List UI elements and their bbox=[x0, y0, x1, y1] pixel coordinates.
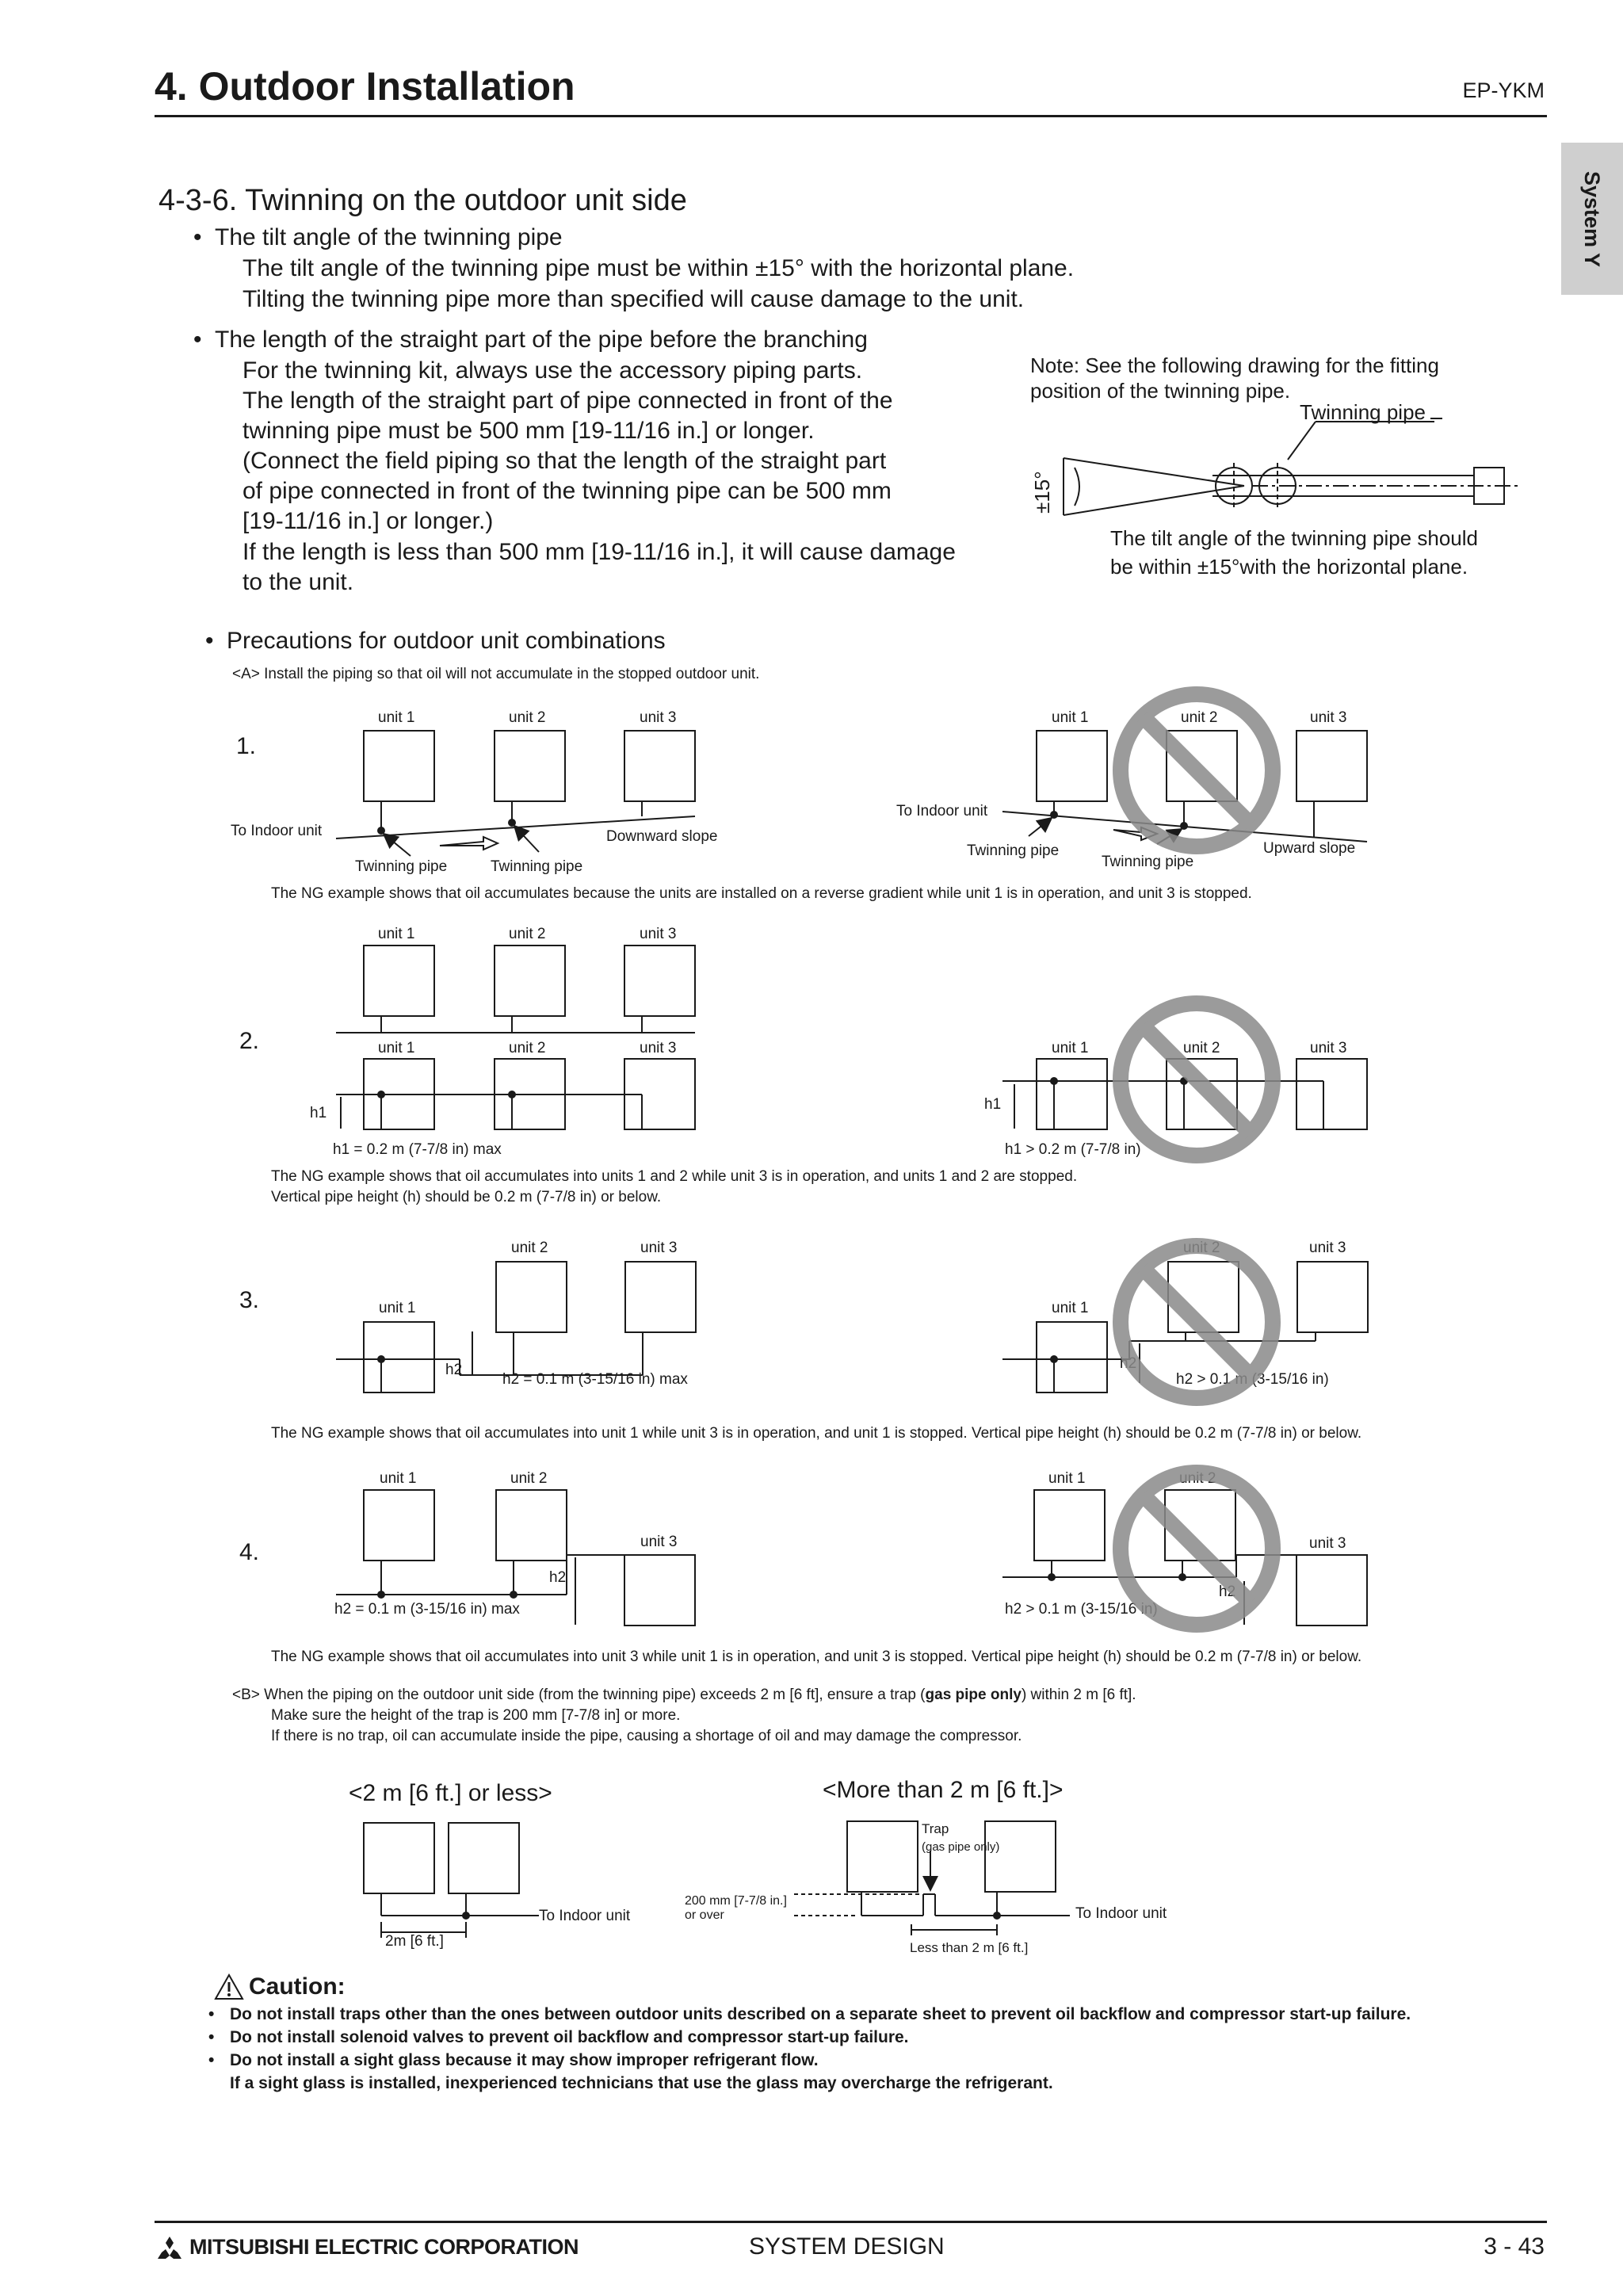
side-tab bbox=[1561, 143, 1623, 295]
caution-extra: If a sight glass is installed, inexperienced technicians that use the glass may overcharge the refrigerant. bbox=[230, 2074, 1053, 2092]
twinning-label: Twinning pipe bbox=[355, 858, 448, 875]
company-name: MITSUBISHI ELECTRIC CORPORATION bbox=[189, 2235, 579, 2259]
twinning-label: Twinning pipe bbox=[967, 842, 1060, 859]
unit-label: unit 1 bbox=[378, 1040, 415, 1056]
unit-label: unit 3 bbox=[640, 926, 677, 942]
unit-label: unit 1 bbox=[378, 926, 415, 942]
two-m-label: 2m [6 ft.] bbox=[385, 1933, 444, 1950]
unit-label: unit 2 bbox=[511, 1240, 548, 1256]
bullet2-line: twinning pipe must be 500 mm [19-11/16 in.] or longer. bbox=[242, 418, 815, 444]
b-line-post: ) within 2 m [6 ft]. bbox=[1021, 1687, 1136, 1703]
to-indoor-label: To Indoor unit bbox=[896, 803, 988, 819]
h1-label: h1 bbox=[984, 1096, 1002, 1113]
b-line: If there is no trap, oil can accumulate inside the pipe, causing a shortage of oil and may damage the compressor. bbox=[271, 1728, 1022, 1744]
h2-label: h2 bbox=[1219, 1584, 1236, 1600]
angle-label: ±15° bbox=[1030, 471, 1054, 514]
twinning-label: Twinning pipe bbox=[491, 858, 583, 875]
ok-caption: h2 = 0.1 m (3-15/16 in) max bbox=[334, 1601, 520, 1618]
unit-label: unit 3 bbox=[640, 1040, 677, 1056]
caution-item: Do not install solenoid valves to prevent oil backflow and compressor start-up failure. bbox=[230, 2028, 909, 2046]
unit-label: unit 2 bbox=[509, 709, 546, 726]
ng-caption: h2 > 0.1 m (3-15/16 in) bbox=[1176, 1371, 1329, 1388]
unit-label: unit 1 bbox=[1052, 1300, 1089, 1316]
unit-label: unit 3 bbox=[1309, 1240, 1346, 1256]
caution-bullet: • bbox=[208, 2005, 215, 2023]
to-indoor-label: To Indoor unit bbox=[539, 1908, 631, 1924]
bullet2-head: The length of the straight part of the pipe before the branching bbox=[215, 327, 868, 353]
unit-label: unit 2 bbox=[510, 1470, 548, 1487]
bullet2-line: For the twinning kit, always use the accessory piping parts. bbox=[242, 357, 863, 384]
h2-label: h2 bbox=[1120, 1355, 1137, 1372]
height-label: or over bbox=[685, 1908, 724, 1922]
example-note: The NG example shows that oil accumulates because the units are installed on a reverse gradient while unit 1 is in operation, and unit 3 is stopped. bbox=[271, 885, 1252, 902]
caution-title bbox=[214, 1973, 346, 2000]
footer-rule bbox=[155, 2221, 1547, 2223]
twinning-label: Twinning pipe bbox=[1102, 854, 1194, 870]
header-rule bbox=[155, 115, 1547, 117]
caution-bullet: • bbox=[208, 2028, 215, 2046]
note-line: Note: See the following drawing for the fitting bbox=[1030, 353, 1439, 377]
page-title: 4. Outdoor Installation bbox=[155, 64, 575, 109]
bullet2-line: of pipe connected in front of the twinning pipe can be 500 mm bbox=[242, 478, 892, 504]
trap-left-head: <2 m [6 ft.] or less> bbox=[349, 1780, 552, 1806]
trap-label: Trap bbox=[922, 1821, 949, 1836]
to-indoor-label: To Indoor unit bbox=[231, 823, 323, 839]
unit-label: unit 3 bbox=[640, 1240, 678, 1256]
footer-center: SYSTEM DESIGN bbox=[749, 2233, 945, 2260]
section-title: 4-3-6. Twinning on the outdoor unit side bbox=[158, 184, 687, 217]
ng-caption: h2 > 0.1 m (3-15/16 in) bbox=[1005, 1601, 1158, 1618]
precautions-a-line: <A> Install the piping so that oil will not accumulate in the stopped outdoor unit. bbox=[232, 666, 760, 682]
unit-label: unit 3 bbox=[640, 1534, 678, 1550]
unit-label: unit 2 bbox=[1181, 709, 1218, 726]
less-than-label: Less than 2 m [6 ft.] bbox=[910, 1940, 1029, 1955]
example-number: 2. bbox=[239, 1028, 260, 1054]
example-number: 4. bbox=[239, 1539, 260, 1565]
downward-label: Downward slope bbox=[606, 828, 718, 845]
trap-right-head: <More than 2 m [6 ft.]> bbox=[823, 1777, 1064, 1803]
upward-label: Upward slope bbox=[1263, 840, 1356, 857]
bullet1-line: The tilt angle of the twinning pipe must be within ±15° with the horizontal plane. bbox=[242, 255, 1075, 281]
bullet2-line: [19-11/16 in.] or longer.) bbox=[242, 508, 494, 534]
example-number: 3. bbox=[239, 1287, 260, 1313]
unit-label: unit 2 bbox=[1179, 1470, 1216, 1487]
example-note: The NG example shows that oil accumulates into unit 1 while unit 3 is in operation, and unit 1 is stopped. Vertical pipe height (h) should be 0.2 m (7-7/8 in) or below. bbox=[271, 1425, 1362, 1442]
bullet-dot: • bbox=[193, 327, 202, 353]
unit-label: unit 1 bbox=[1052, 1040, 1089, 1056]
b-line bbox=[232, 1687, 1136, 1704]
unit-label: unit 3 bbox=[640, 709, 677, 726]
to-indoor-label: To Indoor unit bbox=[1075, 1905, 1167, 1922]
unit-label: unit 2 bbox=[1183, 1240, 1220, 1256]
side-tab-label: System Y bbox=[1580, 170, 1605, 267]
bullet2-line: (Connect the field piping so that the length of the straight part bbox=[242, 448, 887, 474]
bullet-dot: • bbox=[205, 628, 214, 654]
gas-only-label: (gas pipe only) bbox=[922, 1840, 1000, 1854]
caution-title-text: Caution: bbox=[249, 1973, 346, 2000]
ng-caption: h1 > 0.2 m (7-7/8 in) bbox=[1005, 1141, 1141, 1158]
unit-label: unit 3 bbox=[1309, 1535, 1346, 1552]
warning-icon bbox=[214, 1973, 244, 2000]
unit-label: unit 3 bbox=[1310, 709, 1347, 726]
page-number: 3 - 43 bbox=[1484, 2233, 1545, 2260]
h1-label: h1 bbox=[310, 1105, 327, 1121]
b-line: Make sure the height of the trap is 200 mm [7-7/8 in] or more. bbox=[271, 1707, 681, 1724]
note-caption: The tilt angle of the twinning pipe should bbox=[1110, 526, 1478, 550]
unit-label: unit 1 bbox=[379, 1300, 416, 1316]
b-line-pre: <B> When the piping on the outdoor unit side (from the twinning pipe) exceeds 2 m [6 ft], ensure a trap ( bbox=[232, 1687, 926, 1703]
h2-label: h2 bbox=[549, 1569, 567, 1586]
unit-label: unit 1 bbox=[1048, 1470, 1086, 1487]
mitsubishi-logo-icon bbox=[156, 2236, 183, 2260]
caution-item: Do not install traps other than the ones between outdoor units described on a separate sheet to prevent oil backflow and compressor start-up failure. bbox=[230, 2005, 1411, 2023]
h2-label: h2 bbox=[445, 1362, 463, 1378]
unit-label: unit 2 bbox=[1183, 1040, 1220, 1056]
b-line-bold: gas pipe only bbox=[925, 1687, 1022, 1703]
ok-caption: h2 = 0.1 m (3-15/16 in) max bbox=[502, 1371, 688, 1388]
note-caption: be within ±15°with the horizontal plane. bbox=[1110, 555, 1468, 579]
bullet-dot: • bbox=[193, 224, 202, 250]
ok-caption: h1 = 0.2 m (7-7/8 in) max bbox=[333, 1141, 502, 1158]
precautions-head: Precautions for outdoor unit combinations bbox=[227, 628, 666, 654]
example-number: 1. bbox=[236, 733, 257, 759]
bullet1-line: Tilting the twinning pipe more than specified will cause damage to the unit. bbox=[242, 286, 1025, 312]
unit-label: unit 1 bbox=[380, 1470, 417, 1487]
caution-bullet: • bbox=[208, 2051, 215, 2069]
unit-label: unit 3 bbox=[1310, 1040, 1347, 1056]
bullet2-line: The length of the straight part of pipe connected in front of the bbox=[242, 388, 893, 414]
bullet1-head: The tilt angle of the twinning pipe bbox=[215, 224, 563, 250]
twinning-pipe-label: Twinning pipe bbox=[1300, 400, 1426, 424]
bullet2-line: If the length is less than 500 mm [19-11/16 in.], it will cause damage bbox=[242, 539, 956, 565]
unit-label: unit 2 bbox=[509, 1040, 546, 1056]
bullet2-line: to the unit. bbox=[242, 569, 354, 595]
unit-label: unit 2 bbox=[509, 926, 546, 942]
caution-item: Do not install a sight glass because it may show improper refrigerant flow. bbox=[230, 2051, 819, 2069]
example-note: Vertical pipe height (h) should be 0.2 m (7-7/8 in) or below. bbox=[271, 1189, 662, 1205]
unit-label: unit 1 bbox=[378, 709, 415, 726]
height-label: 200 mm [7-7/8 in.] bbox=[685, 1894, 787, 1908]
doc-code: EP-YKM bbox=[1462, 78, 1545, 102]
note-line: position of the twinning pipe. bbox=[1030, 379, 1291, 403]
company-logo bbox=[156, 2235, 579, 2260]
unit-label: unit 1 bbox=[1052, 709, 1089, 726]
example-note: The NG example shows that oil accumulates into units 1 and 2 while unit 3 is in operation, and units 1 and 2 are stopped. bbox=[271, 1168, 1078, 1185]
example-note: The NG example shows that oil accumulates into unit 3 while unit 1 is in operation, and unit 3 is stopped. Vertical pipe height (h) should be 0.2 m (7-7/8 in) or below. bbox=[271, 1648, 1362, 1665]
